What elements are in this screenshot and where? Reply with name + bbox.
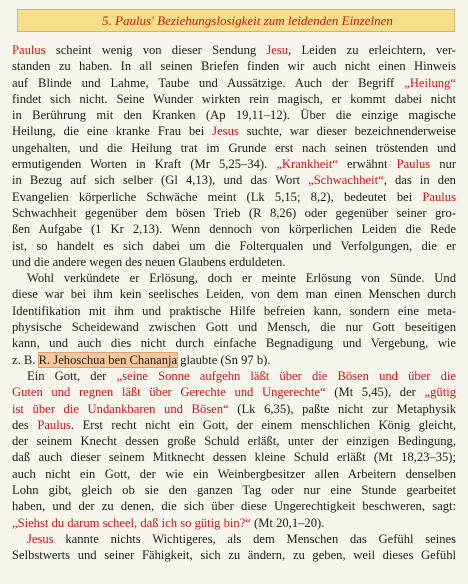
text-line bbox=[12, 189, 456, 205]
text-line bbox=[12, 482, 456, 498]
section-heading bbox=[17, 9, 455, 32]
text-segment: in Bezug auf sich selber (Gl 4,13), und das Wort bbox=[12, 173, 309, 188]
text-line bbox=[12, 335, 456, 351]
text-segment: ist, so handelt es sich dabei um die Folterqualen und Verfolgungen, die er bbox=[12, 238, 456, 253]
text-segment: ermutigenden Worten in Kraft (Mr 5,25–34). bbox=[12, 157, 277, 172]
text-segment: Ein Gott, der bbox=[27, 368, 117, 383]
red-text: Jesus bbox=[27, 531, 54, 546]
red-text: „Heilung“ bbox=[404, 75, 456, 90]
text-segment: erwähnt bbox=[337, 157, 397, 172]
text-line bbox=[12, 42, 456, 58]
text-line bbox=[12, 498, 456, 514]
text-segment: Evangelien körperliche Schwäche meint (Lk 5,15; 8,2), bedeutet bei bbox=[12, 189, 423, 204]
text-segment: daß auch dieser seinem Mitknecht dessen kleine Schuld erläßt (Mt 18,23–35); bbox=[12, 450, 456, 465]
text-line bbox=[12, 352, 456, 368]
text-segment: in Berührung mit den Kranken (Ap 19,11–12). Über die einzige magische bbox=[12, 108, 456, 123]
text-line bbox=[12, 547, 456, 563]
text-line bbox=[12, 58, 456, 74]
text-segment: findet sich nicht. Seine Wunder wirkten rein magisch, er kommt dabei nicht bbox=[12, 91, 456, 106]
text-segment: z. B. bbox=[12, 352, 39, 367]
text-segment: . Erst recht nicht ein Gott, der einem menschlichen König gleicht, bbox=[70, 417, 456, 432]
red-text: „Siehst du darum scheel, daß ich so gütig bin?“ bbox=[12, 515, 251, 530]
text-segment: suchte, war dieser bezeichnenderweise bbox=[238, 124, 456, 139]
text-line bbox=[12, 140, 456, 156]
red-text: „Krankheit“ bbox=[276, 157, 338, 172]
text-line bbox=[12, 368, 456, 384]
text-segment: und die andere wegen des neuen Glaubens erduldeten. bbox=[12, 254, 286, 269]
text-line bbox=[12, 205, 456, 221]
red-text: Paulus bbox=[37, 417, 71, 432]
text-line bbox=[12, 433, 456, 449]
red-text: Paulus bbox=[12, 43, 46, 57]
red-text: Paulus bbox=[396, 157, 431, 172]
text-line bbox=[12, 515, 456, 531]
text-line bbox=[12, 417, 456, 433]
text-line bbox=[12, 221, 456, 237]
text-line bbox=[12, 91, 456, 107]
text-line bbox=[12, 156, 456, 172]
text-segment: Heilung, die eine kranke Frau bei bbox=[12, 124, 213, 139]
text-line bbox=[12, 75, 456, 91]
text-segment: Selbstwerts und seiner Fähigkeit, sich zu ändern, zu geben, weil dieses Gefühl bbox=[12, 548, 456, 563]
body-text bbox=[12, 42, 456, 564]
text-segment: ßen Aufgabe (1 Kr 2,13). Wenn dennoch von körperlichen Leiden die Rede bbox=[12, 222, 456, 237]
red-text: „seine Sonne aufgehn läßt über die Bösen und über die bbox=[116, 368, 456, 383]
text-segment: (Mt 5,45), der bbox=[325, 385, 425, 400]
red-text: Guten und regnen läßt über Gerechte und Ungerechte“ bbox=[12, 385, 326, 400]
red-text: Paulus bbox=[422, 189, 456, 204]
text-line bbox=[12, 531, 456, 547]
red-text: „Schwachheit“ bbox=[308, 173, 384, 188]
text-line bbox=[12, 107, 456, 123]
text-segment: (Mt 20,1–20). bbox=[250, 515, 325, 530]
text-segment: auf Blinde und Lahme, Taube und Aussätzige. Auch der Begriff bbox=[12, 75, 405, 90]
text-segment: Identifikation mit ihm und praktische Hilfe befreien kann, sondern eine meta- bbox=[12, 303, 456, 318]
text-segment: , das in den bbox=[383, 173, 456, 188]
text-segment: standen zu haben. In all seinen Briefen finden wir auch nicht einen Hinweis bbox=[12, 59, 456, 74]
red-text: ist über die Undankbaren und Bösen“ bbox=[12, 401, 229, 416]
text-segment: scheint wenig von dieser Sendung bbox=[45, 43, 267, 57]
text-segment: Schwachheit gegenüber dem bösen Trieb (R 8,26) oder gegenüber seiner gro- bbox=[12, 205, 456, 220]
text-segment: haben, und der zu denen, die sich über diese Ungerechtigkeit beschweren, sagt: bbox=[12, 499, 456, 514]
text-line bbox=[12, 303, 456, 319]
text-line bbox=[12, 449, 456, 465]
text-segment: des bbox=[12, 417, 38, 432]
text-line bbox=[12, 319, 456, 335]
text-segment: Lohn gibt, gleich ob sie den ganzen Tag oder nur eine Stunde gearbeitet bbox=[12, 483, 456, 498]
text-segment: kann, und auch dies nicht durch einfache Begnadigung und Vergebung, wie bbox=[12, 336, 456, 351]
text-segment: glaubte (Sn 97 b). bbox=[177, 352, 271, 367]
red-text: Jesu bbox=[266, 43, 289, 57]
text-line bbox=[12, 270, 456, 286]
text-segment: der seinem Knecht dessen große Schuld erläßt, unter der einzigen Bedingung, bbox=[12, 434, 456, 449]
text-segment: auch nicht ein Gott, der wie ein Weinbergbesitzer allen Arbeitern denselben bbox=[12, 466, 456, 481]
text-line bbox=[12, 254, 456, 270]
text-line bbox=[12, 238, 456, 254]
text-segment: , Leiden zu erleichtern, ver- bbox=[288, 43, 456, 57]
text-segment: Wohl verkündete er Erlösung, doch er meinte Erlösung von Sünde. Und bbox=[27, 271, 456, 286]
red-text: „gütig bbox=[424, 385, 456, 400]
text-line bbox=[12, 123, 456, 139]
text-segment: physische Scheidewand zwischen Gott und Mensch, die nur Gott beseitigen bbox=[12, 320, 456, 335]
text-line bbox=[12, 466, 456, 482]
text-segment: diese war bei ihm kein seelisches Leiden, von dem man einen Menschen durch bbox=[12, 287, 456, 302]
text-segment: kannte nichts Wichtigeres, als dem Menschen das Gefühl seines bbox=[53, 531, 456, 546]
section-heading-text: 5. Paulus' Beziehungslosigkeit zum leidenden Einzelnen bbox=[102, 13, 393, 28]
text-line bbox=[12, 286, 456, 302]
text-segment: nur bbox=[430, 157, 456, 172]
highlighted-name: R. Jehoschua ben Chananja bbox=[38, 352, 178, 367]
text-line bbox=[12, 384, 456, 400]
text-line bbox=[12, 401, 456, 417]
text-segment: (Lk 6,35), paßte nicht zur Metaphysik bbox=[228, 401, 456, 416]
text-line bbox=[12, 172, 456, 188]
red-text: Jesus bbox=[212, 124, 239, 139]
text-segment: ungehalten, und die Heilung trat im Grunde erst nach seinen tröstenden und bbox=[12, 140, 456, 155]
